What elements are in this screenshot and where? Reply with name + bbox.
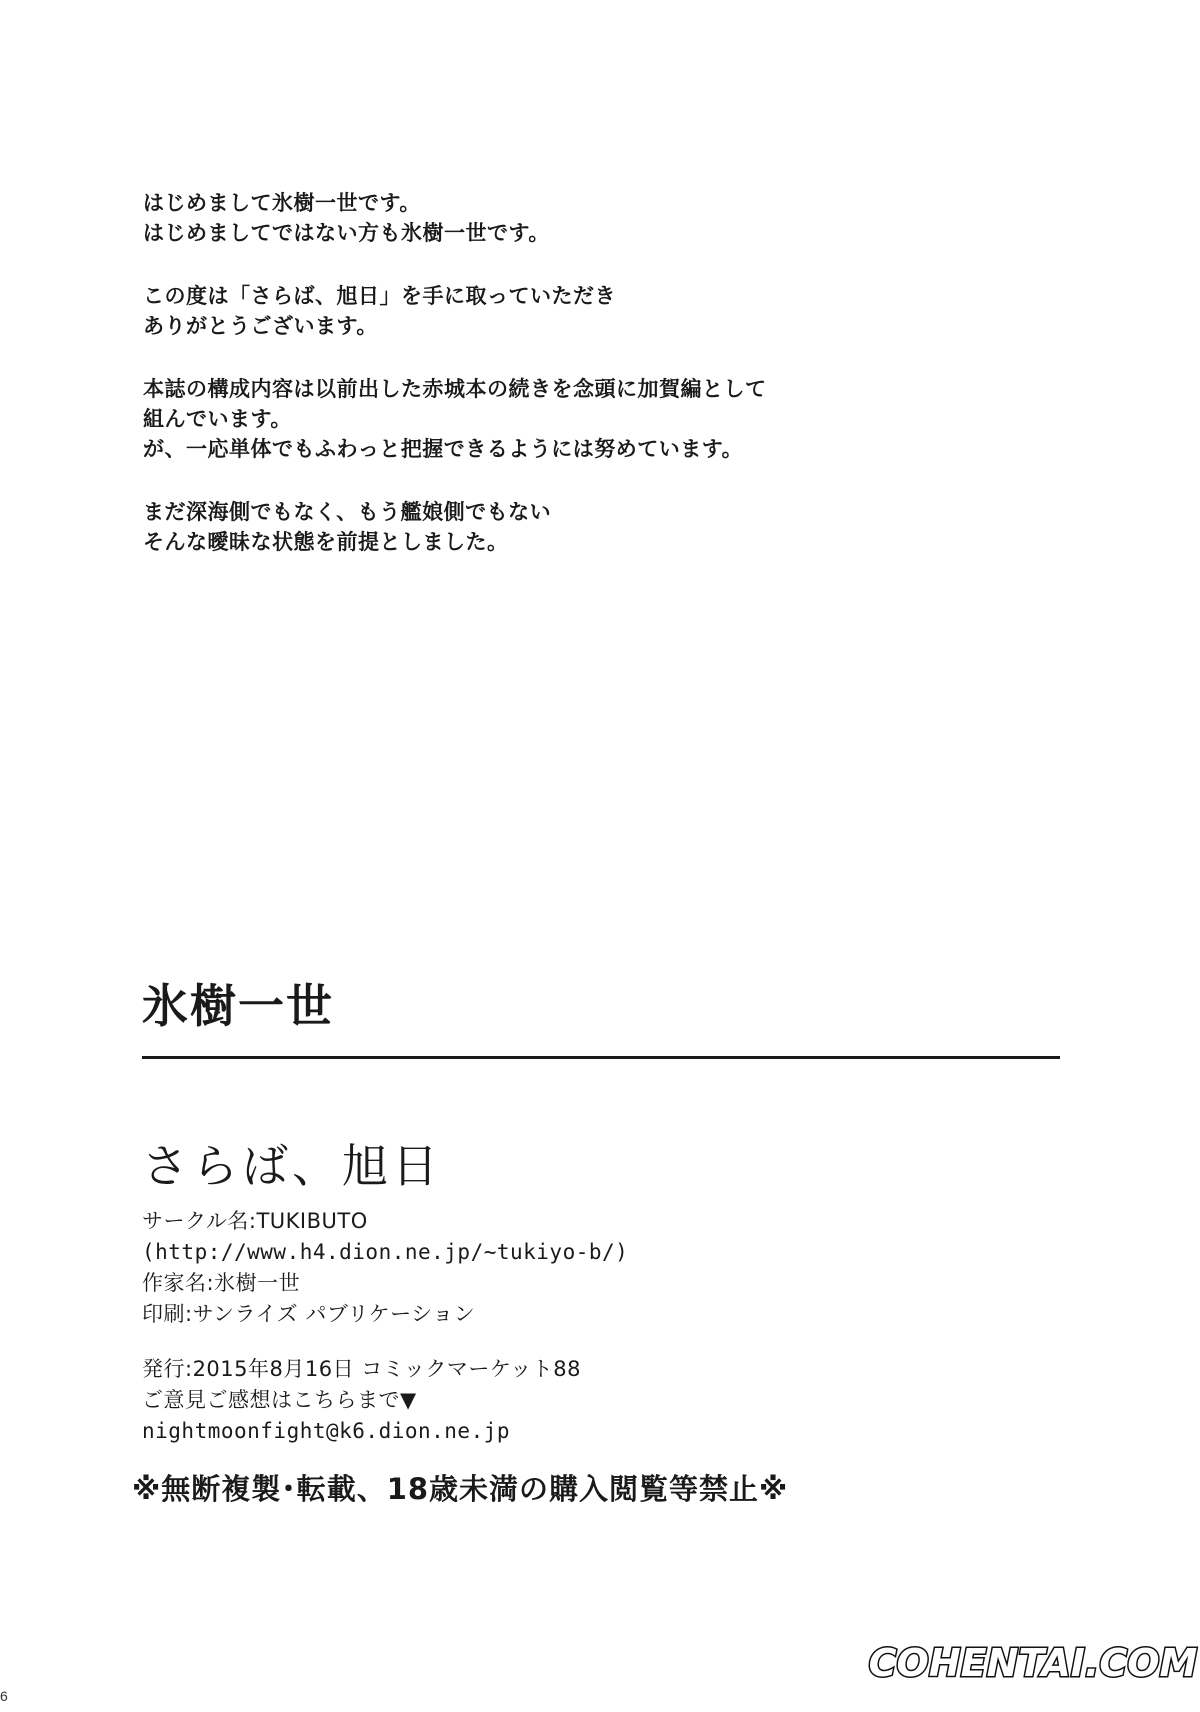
feedback-text: ご意見ご感想はこちらまで▼ xyxy=(142,1388,417,1412)
printer-name: 印刷:サンライズ パブリケーション xyxy=(142,1302,476,1326)
author-heading: 氷樹一世 xyxy=(142,979,334,1033)
copyright-notice: ※無断複製･転載、18歳未満の購入閲覧等禁止※ xyxy=(132,1472,789,1506)
afterword-paragraph-4 xyxy=(143,497,1103,557)
afterword-line: が、一応単体でもふわっと把握できるようには努めています。 xyxy=(143,437,744,461)
afterword-paragraph-1 xyxy=(143,188,1103,248)
publication-date: 発行:2015年8月16日 コミックマーケット88 xyxy=(142,1357,582,1381)
divider-rule xyxy=(142,1056,1060,1059)
contact-email: nightmoonfight@k6.dion.ne.jp xyxy=(142,1419,511,1443)
afterword-line: ありがとうございます。 xyxy=(143,314,378,338)
watermark-logo xyxy=(868,1632,1198,1690)
circle-url: (http://www.h4.dion.ne.jp/~tukiyo-b/) xyxy=(142,1240,629,1264)
afterword-paragraph-2 xyxy=(143,281,1103,341)
afterword-paragraph-3 xyxy=(143,374,1103,464)
afterword-line: まだ深海側でもなく、もう艦娘側でもない xyxy=(143,500,552,524)
afterword-line: この度は「さらば、旭日」を手に取っていただき xyxy=(143,284,616,308)
watermark-text: COHENTAI.COM xyxy=(868,1641,1198,1685)
afterword-line: 本誌の構成内容は以前出した赤城本の続きを念頭に加賀編として xyxy=(143,377,767,401)
author-name: 作家名:氷樹一世 xyxy=(142,1271,301,1295)
afterword-line: 組んでいます。 xyxy=(143,407,292,431)
afterword xyxy=(143,188,1103,590)
circle-name: サークル名:TUKIBUTO xyxy=(142,1209,368,1233)
afterword-line: そんな曖昧な状態を前提としました。 xyxy=(143,530,509,554)
afterword-line: はじめましてではない方も氷樹一世です。 xyxy=(143,221,550,245)
colophon-spacer xyxy=(142,1330,628,1354)
page-number: 6 xyxy=(0,1688,8,1704)
colophon xyxy=(142,1206,628,1447)
afterword-line: はじめまして氷樹一世です。 xyxy=(143,191,421,215)
book-title: さらば、旭日 xyxy=(142,1139,442,1193)
